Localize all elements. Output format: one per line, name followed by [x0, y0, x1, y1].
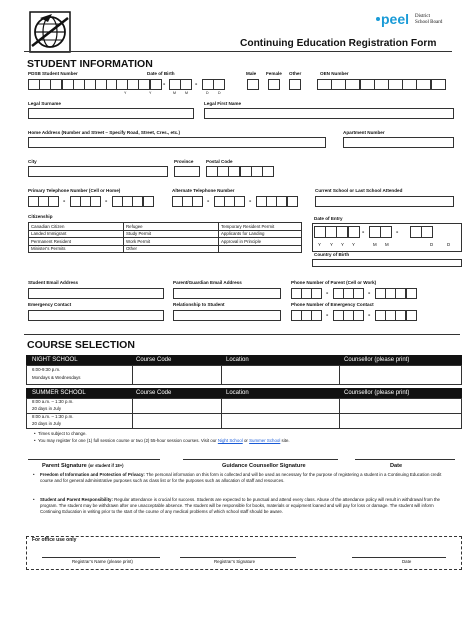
summer-course-code-field[interactable]: [132, 398, 222, 429]
cit-approval[interactable]: Approval in Principle: [221, 238, 262, 244]
de-sub-3: Y: [341, 242, 344, 247]
parent-email-field[interactable]: [173, 288, 281, 299]
oen-label: OEN Number: [320, 71, 349, 76]
female-label: Female: [266, 71, 282, 76]
de-sub-1: Y: [318, 242, 321, 247]
cit-canadian[interactable]: Canadian Citizen: [31, 223, 65, 229]
office-use-box: [26, 536, 462, 570]
board-name-line1: District: [415, 14, 430, 19]
legal-surname-field[interactable]: [28, 108, 194, 119]
emergency-phone-dash-1: -: [326, 312, 329, 319]
primary-phone-area[interactable]: [28, 196, 59, 207]
citizenship-label: Citizenship: [28, 214, 53, 219]
summer-days-1: 20 days in July: [32, 406, 62, 411]
privacy-title: Freedom of Information and Protection of Privacy:: [40, 472, 145, 477]
responsibility-text: Regular attendance is crucial for success. Students are expected to be punctual and attend every class. Abuse of the attendance policy will result in withdrawal from the program. The student may be withdrawn after one unacceptable absence. The student will be responsible for books, materials or equipment loaned and will pay for loss or damage. The student will inform Continuing Education in writing prior to the start of the course of any medical problems of which school staff should be aware.: [40, 497, 440, 514]
de-sub-2: Y: [330, 242, 333, 247]
country-birth-field[interactable]: [312, 259, 462, 267]
date-entry-day[interactable]: [410, 226, 432, 238]
emergency-phone-prefix[interactable]: [333, 310, 364, 321]
alt-phone-label: Alternate Telephone Number: [172, 188, 235, 193]
date-entry-dash-1: -: [362, 229, 365, 236]
summer-course-code-col: Course Code: [136, 390, 172, 396]
office-date-line[interactable]: [352, 557, 446, 558]
peel-brand-logo: [376, 11, 456, 31]
dob-dash-1: -: [163, 81, 166, 88]
dob-year-cells[interactable]: [116, 79, 161, 90]
city-label: City: [28, 159, 37, 164]
summer-school-title: SUMMER SCHOOL: [32, 390, 86, 396]
bullet-or: or: [242, 438, 250, 443]
brand-wordmark: peel: [381, 11, 410, 27]
de-sub-7: D: [430, 242, 434, 247]
parent-phone-dash-1: -: [326, 290, 329, 297]
student-email-field[interactable]: [28, 288, 164, 299]
parent-phone-area[interactable]: [291, 288, 322, 299]
summer-time-2: 8:00 a.m. – 1:30 p.m.: [32, 414, 74, 419]
registrar-name-line[interactable]: [42, 557, 160, 558]
student-section-title: STUDENT INFORMATION: [27, 58, 153, 70]
night-school-title: NIGHT SCHOOL: [32, 357, 78, 363]
home-address-label: Home Address (Number and Street – Specify Road, Street, Cres., etc.): [28, 130, 180, 135]
cit-temp-resident[interactable]: Temporary Resident Permit: [221, 223, 275, 229]
dob-sub-d2: D: [218, 91, 221, 95]
summer-location-field[interactable]: [222, 398, 340, 429]
office-date-label: Date: [402, 559, 412, 564]
night-counsellor-field[interactable]: [340, 365, 462, 385]
dob-sub-y1: Y: [124, 91, 127, 95]
night-location-field[interactable]: [222, 365, 340, 385]
primary-phone-label: Primary Telephone Number (Cell or Home): [28, 188, 121, 193]
board-name-line2: School Board: [415, 20, 443, 25]
city-field[interactable]: [28, 166, 168, 177]
dob-label: Date of Birth: [147, 71, 175, 76]
summer-school-header: [26, 388, 462, 398]
emergency-contact-field[interactable]: [28, 310, 164, 321]
dob-sub-y2: Y: [149, 91, 152, 95]
alt-phone-dash-1: -: [207, 198, 210, 205]
de-sub-6: M: [385, 242, 389, 247]
relationship-label: Relationship to Student: [173, 302, 225, 307]
female-checkbox[interactable]: [268, 79, 280, 90]
student-email-label: Student Email Address: [28, 280, 79, 285]
dob-dash-2: -: [195, 81, 198, 88]
alt-phone-prefix[interactable]: [214, 196, 245, 207]
header-rule: [24, 51, 452, 52]
citizenship-table: [28, 222, 302, 253]
summer-location-col: Location: [226, 390, 249, 396]
cit-ministers[interactable]: Minister's Permits: [31, 246, 66, 252]
pdsb-label: PDSB Student Number: [28, 71, 78, 76]
privacy-bullet: •: [33, 472, 35, 477]
pdsb-number-cells[interactable]: [28, 79, 118, 90]
responsibility-title: Student and Parent Responsibility:: [40, 497, 113, 502]
emergency-label: Emergency Contact: [28, 302, 72, 307]
office-use-title: For office use only: [32, 537, 77, 543]
date-entry-dash-2: -: [396, 229, 399, 236]
male-label: Male: [246, 71, 257, 76]
counsellor-signature-line[interactable]: [183, 459, 338, 460]
parent-phone-prefix[interactable]: [333, 288, 364, 299]
emergency-phone-line[interactable]: [375, 310, 416, 321]
other-label: Other: [289, 71, 302, 76]
night-course-code-field[interactable]: [132, 365, 222, 385]
bullet-site: site.: [280, 438, 290, 443]
parent-phone-dash-2: -: [368, 290, 371, 297]
emergency-phone-label: Phone Number of Emergency Contact: [291, 302, 374, 307]
night-course-code-col: Course Code: [136, 357, 172, 363]
alt-phone-line[interactable]: [256, 196, 297, 207]
country-birth-label: Country of Birth: [314, 252, 350, 257]
night-location-col: Location: [226, 357, 249, 363]
course-section-title: COURSE SELECTION: [27, 339, 135, 351]
date-entry-month[interactable]: [369, 226, 391, 238]
bullet-times: • Times subject to change.: [34, 431, 87, 436]
male-checkbox[interactable]: [247, 79, 259, 90]
date-entry-year[interactable]: [314, 226, 359, 238]
cit-permanent[interactable]: Permanent Resident: [31, 238, 72, 244]
other-checkbox[interactable]: [289, 79, 301, 90]
apartment-label: Apartment Number: [343, 130, 385, 135]
registrar-signature-line[interactable]: [180, 557, 296, 558]
bullet-register-text: You may register for one (1) full session course or two (2) 55-hour session courses. Visit our: [37, 438, 218, 443]
alt-phone-area[interactable]: [172, 196, 203, 207]
emergency-phone-dash-2: -: [368, 312, 371, 319]
parent-email-label: Parent/Guardian Email Address: [173, 280, 242, 285]
parent-signature-line[interactable]: [28, 459, 160, 460]
postal-code-cells[interactable]: [206, 166, 273, 177]
cit-landed[interactable]: Landed Immigrant: [31, 231, 67, 237]
legal-first-name-field[interactable]: [204, 108, 454, 119]
summer-time-1: 8:00 a.m. – 1:30 p.m.: [32, 399, 74, 404]
night-school-header: [26, 355, 462, 365]
responsibility-notice: [33, 497, 452, 515]
registrar-name-label: Registrar’s Name (please print): [72, 559, 133, 564]
parent-phone-label: Phone Number of Parent (Cell or Work): [291, 280, 377, 285]
cit-study[interactable]: Study Permit: [126, 231, 152, 237]
dob-day-cells[interactable]: [202, 79, 224, 90]
parent-signature-label: [42, 464, 124, 470]
dob-sub-m1: M: [173, 91, 176, 95]
province-field[interactable]: [174, 166, 200, 177]
parent-sig-note: (or student if 18+): [88, 463, 124, 468]
province-label: Province: [174, 159, 194, 164]
parent-phone-line[interactable]: [375, 288, 416, 299]
cit-applicants[interactable]: Applicants for Landing: [221, 231, 265, 237]
privacy-notice: [33, 472, 452, 484]
primary-phone-dash-2: -: [105, 198, 108, 205]
night-counsellor-col: Counsellor (please print): [344, 357, 410, 363]
de-sub-4: Y: [352, 242, 355, 247]
apartment-field[interactable]: [343, 137, 454, 148]
summer-counsellor-col: Counsellor (please print): [344, 390, 410, 396]
responsibility-bullet: •: [33, 497, 35, 502]
current-school-field[interactable]: [315, 196, 454, 207]
section-divider: [24, 334, 460, 335]
date-label: Date: [390, 463, 403, 469]
parent-sig-text: Parent Signature: [42, 463, 87, 469]
night-days: Mondays & Wednesdays: [32, 375, 81, 380]
form-title: Continuing Education Registration Form: [240, 38, 437, 49]
night-school-link[interactable]: Night School: [217, 438, 243, 443]
current-school-label: Current School or Last School Attended: [315, 188, 403, 193]
legal-first-label: Legal First Name: [204, 101, 242, 106]
summer-school-link[interactable]: Summer School: [249, 438, 281, 443]
bullet-register: • You may register for one (1) full session course or two (2) 55-hour session courses. Visit our Night School or Summer School site.: [34, 438, 290, 443]
peel-dot-icon: [376, 17, 380, 21]
de-sub-8: D: [447, 242, 451, 247]
cit-refugee[interactable]: Refugee: [126, 223, 143, 229]
date-entry-label: Date of Entry: [314, 216, 343, 221]
summer-days-2: 20 days in July: [32, 421, 62, 426]
date-signature-line[interactable]: [355, 459, 455, 460]
postal-label: Postal Code: [206, 159, 233, 164]
home-address-field[interactable]: [28, 137, 326, 148]
oen-number-cells[interactable]: [317, 79, 445, 90]
privacy-text: The personal information on this form is collected and will be used as necessary for the purpose of registering a student in a Continuing Education credit course and for general administrative purposes such as class list or for the purposes such as allocation of staff and resources.: [40, 472, 442, 483]
de-sub-5: M: [373, 242, 377, 247]
emergency-phone-area[interactable]: [291, 310, 322, 321]
school-board-crest-logo: [28, 10, 72, 54]
alt-phone-dash-2: -: [249, 198, 252, 205]
registrar-signature-label: Registrar’s Signature: [214, 559, 256, 564]
legal-surname-label: Legal Surname: [28, 101, 61, 106]
bullet-times-text: Times subject to change.: [37, 431, 87, 436]
dob-month-cells[interactable]: [169, 79, 191, 90]
dob-sub-m2: M: [185, 91, 188, 95]
primary-phone-dash-1: -: [63, 198, 66, 205]
counsellor-signature-label: Guidance Counsellor Signature: [222, 463, 306, 469]
primary-phone-line[interactable]: [112, 196, 153, 207]
dob-sub-d1: D: [206, 91, 209, 95]
primary-phone-prefix[interactable]: [70, 196, 101, 207]
cit-work[interactable]: Work Permit: [126, 238, 151, 244]
night-time: 6:00-9:30 p.m.: [32, 367, 61, 372]
relationship-field[interactable]: [173, 310, 281, 321]
cit-other[interactable]: Other: [126, 246, 137, 252]
